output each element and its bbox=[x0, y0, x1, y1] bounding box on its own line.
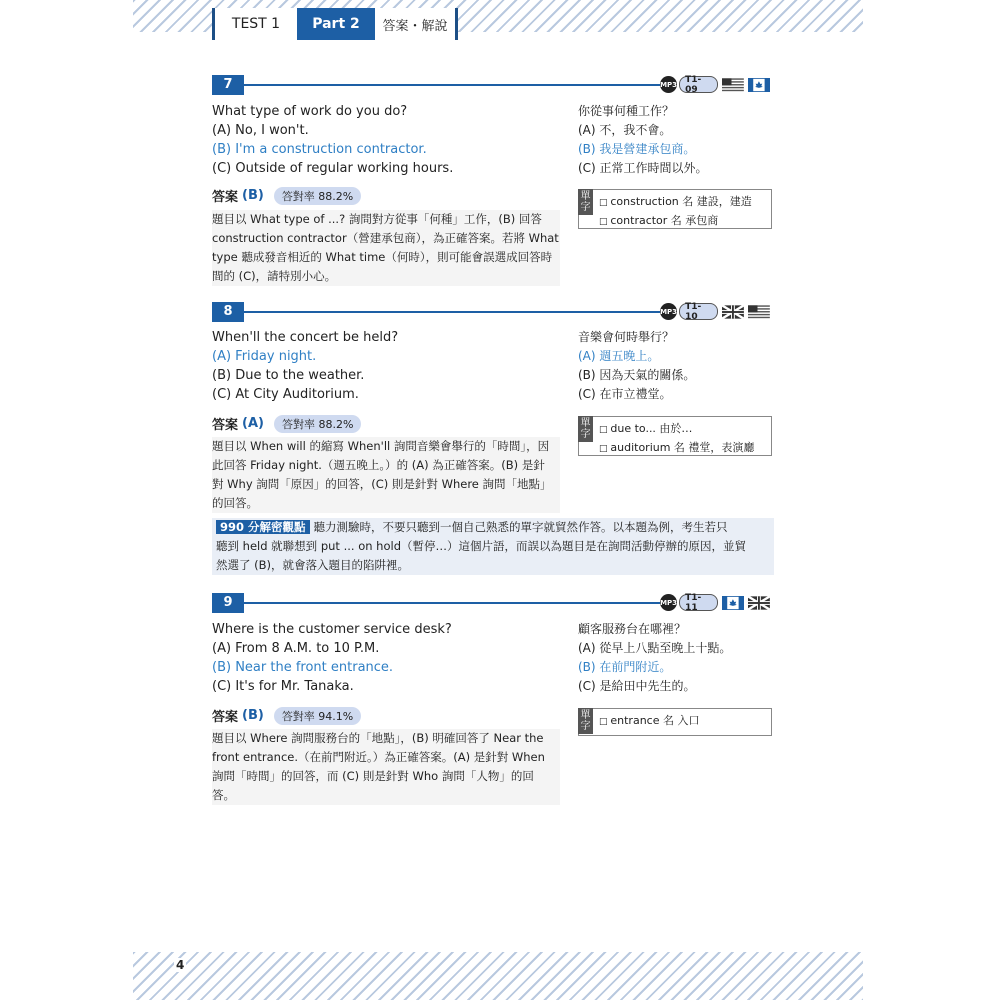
question-zh bbox=[578, 328, 695, 404]
option-a-translation: (A) 從早上八點至晚上十點。 bbox=[578, 641, 732, 655]
explanation-line: 答。 bbox=[212, 788, 235, 802]
option-c: (C) Outside of regular working hours. bbox=[212, 161, 454, 176]
answer-label: 答案 bbox=[212, 710, 239, 725]
correct-rate-badge: 答對率 94.1% bbox=[274, 707, 361, 725]
mp3-icon: MP3 bbox=[660, 594, 677, 611]
expert-tip bbox=[212, 518, 774, 575]
question-text: What type of work do you do? bbox=[212, 104, 408, 119]
us-flag-icon bbox=[722, 78, 744, 92]
option-b-translation: (B) 我是營建承包商。 bbox=[578, 142, 696, 156]
question-translation: 音樂會何時舉行？ bbox=[578, 330, 675, 344]
answer-letter: (B) bbox=[242, 188, 264, 203]
option-b-correct: (B) I'm a construction contractor. bbox=[212, 142, 427, 157]
vocabulary-box bbox=[578, 189, 772, 229]
answer-line bbox=[212, 414, 361, 433]
explanation bbox=[212, 729, 560, 805]
answer-label: 答案 bbox=[212, 190, 239, 205]
explanation bbox=[212, 437, 560, 513]
vocab-tag: 單字 bbox=[578, 708, 593, 734]
question-translation: 顧客服務台在哪裡？ bbox=[578, 622, 687, 636]
answer-line bbox=[212, 706, 361, 725]
correct-rate-badge: 答對率 88.2% bbox=[274, 187, 361, 205]
option-b-correct: (B) Near the front entrance. bbox=[212, 660, 394, 675]
audio-track[interactable] bbox=[660, 303, 770, 320]
audio-track[interactable] bbox=[660, 594, 770, 611]
question-en bbox=[212, 620, 452, 696]
question-zh bbox=[578, 102, 708, 178]
option-c-translation: (C) 正常工作時間以外。 bbox=[578, 161, 708, 175]
option-a: (A) No, I won't. bbox=[212, 123, 309, 138]
question-text: When'll the concert be held? bbox=[212, 330, 399, 345]
divider-line bbox=[244, 602, 674, 604]
header-test-label: TEST 1 bbox=[215, 8, 297, 40]
page-number: 4 bbox=[176, 958, 185, 972]
track-label: T1-10 bbox=[679, 303, 718, 320]
explanation-line: 題目以 Where 詢問服務台的「地點」，(B) 明確回答了 Near the bbox=[212, 731, 544, 745]
mp3-icon: MP3 bbox=[660, 303, 677, 320]
audio-track[interactable] bbox=[660, 76, 770, 93]
canada-flag-icon bbox=[722, 596, 744, 610]
header-section-title: 答案・解說 bbox=[375, 8, 455, 40]
question-header bbox=[212, 75, 770, 95]
question-translation: 你從事何種工作？ bbox=[578, 104, 675, 118]
explanation-line: 詢問「時間」的回答，而 (C) 則是針對 Who 詢問「人物」的回 bbox=[212, 769, 534, 783]
vocabulary-box bbox=[578, 708, 772, 736]
question-header bbox=[212, 593, 770, 613]
page-header bbox=[212, 8, 458, 40]
tip-line: 聽力測驗時，不要只聽到一個自己熟悉的單字就貿然作答。以本題為例，考生若只 bbox=[313, 520, 728, 534]
question-text: Where is the customer service desk? bbox=[212, 622, 452, 637]
divider-line bbox=[244, 84, 674, 86]
uk-flag-icon bbox=[722, 305, 744, 319]
question-number: 8 bbox=[212, 302, 244, 322]
explanation-line: 題目以 When will 的縮寫 When'll 詢問音樂會舉行的「時間」，因 bbox=[212, 439, 550, 453]
option-a-translation: (A) 不，我不會。 bbox=[578, 123, 672, 137]
vocab-item: □ due to... 由於… bbox=[599, 420, 767, 439]
vocabulary-box bbox=[578, 416, 772, 456]
vocab-item: □ entrance 名 入口 bbox=[599, 712, 767, 731]
question-zh bbox=[578, 620, 731, 696]
track-label: T1-09 bbox=[679, 76, 718, 93]
us-flag-icon bbox=[748, 305, 770, 319]
explanation-line: 此回答 Friday night.（週五晚上。）的 (A) 為正確答案。(B) 是針 bbox=[212, 458, 545, 472]
option-b-translation: (B) 在前門附近。 bbox=[578, 660, 672, 674]
explanation-line: front entrance.（在前門附近。）為正確答案。(A) 是針對 When bbox=[212, 750, 545, 764]
vocab-item: □ auditorium 名 禮堂，表演廳 bbox=[599, 439, 767, 458]
correct-rate-badge: 答對率 88.2% bbox=[274, 415, 361, 433]
track-label: T1-11 bbox=[679, 594, 718, 611]
vocab-item: □ construction 名 建設，建造 bbox=[599, 193, 767, 212]
option-a-translation: (A) 週五晚上。 bbox=[578, 349, 660, 363]
option-a-correct: (A) Friday night. bbox=[212, 349, 317, 364]
explanation-line: type 聽成發音相近的 What time（何時），則可能會誤選成回答時 bbox=[212, 250, 553, 264]
option-c: (C) At City Auditorium. bbox=[212, 387, 359, 402]
explanation-line: construction contractor（營建承包商），為正確答案。若將 What bbox=[212, 231, 559, 245]
answer-line bbox=[212, 186, 361, 205]
option-c-translation: (C) 是給田中先生的。 bbox=[578, 679, 696, 693]
mp3-icon: MP3 bbox=[660, 76, 677, 93]
vocab-tag: 單字 bbox=[578, 416, 593, 442]
tip-line: 聽到 held 就聯想到 put ... on hold（暫停…）這個片語，而誤以為題目是在詢問活動停辦的原因，並貿 bbox=[216, 539, 746, 553]
option-b: (B) Due to the weather. bbox=[212, 368, 365, 383]
question-en bbox=[212, 102, 453, 178]
question-en bbox=[212, 328, 398, 404]
explanation-line: 間的 (C)，請特別小心。 bbox=[212, 269, 337, 283]
answer-label: 答案 bbox=[212, 418, 239, 433]
question-number: 9 bbox=[212, 593, 244, 613]
canada-flag-icon bbox=[748, 78, 770, 92]
question-number: 7 bbox=[212, 75, 244, 95]
option-b-translation: (B) 因為天氣的關係。 bbox=[578, 368, 696, 382]
header-part-label: Part 2 bbox=[297, 8, 375, 40]
uk-flag-icon bbox=[748, 596, 770, 610]
option-c: (C) It's for Mr. Tanaka. bbox=[212, 679, 354, 694]
explanation-line: 題目以 What type of ...? 詢問對方從事「何種」工作，(B) 回答 bbox=[212, 212, 542, 226]
decorative-stripes-bottom bbox=[133, 952, 863, 1000]
explanation-line: 對 Why 詢問「原因」的回答，(C) 則是針對 Where 詢問「地點」 bbox=[212, 477, 552, 491]
vocab-tag: 單字 bbox=[578, 189, 593, 215]
vocab-item: □ contractor 名 承包商 bbox=[599, 212, 767, 231]
tip-line: 然選了 (B)，就會落入題目的陷阱裡。 bbox=[216, 558, 410, 572]
option-c-translation: (C) 在市立禮堂。 bbox=[578, 387, 672, 401]
explanation bbox=[212, 210, 560, 286]
answer-letter: (A) bbox=[242, 416, 264, 431]
answer-letter: (B) bbox=[242, 708, 264, 723]
question-header bbox=[212, 302, 770, 322]
option-a: (A) From 8 A.M. to 10 P.M. bbox=[212, 641, 380, 656]
divider-line bbox=[244, 311, 674, 313]
tip-label: 990 分解密觀點 bbox=[216, 520, 310, 534]
explanation-line: 的回答。 bbox=[212, 496, 258, 510]
